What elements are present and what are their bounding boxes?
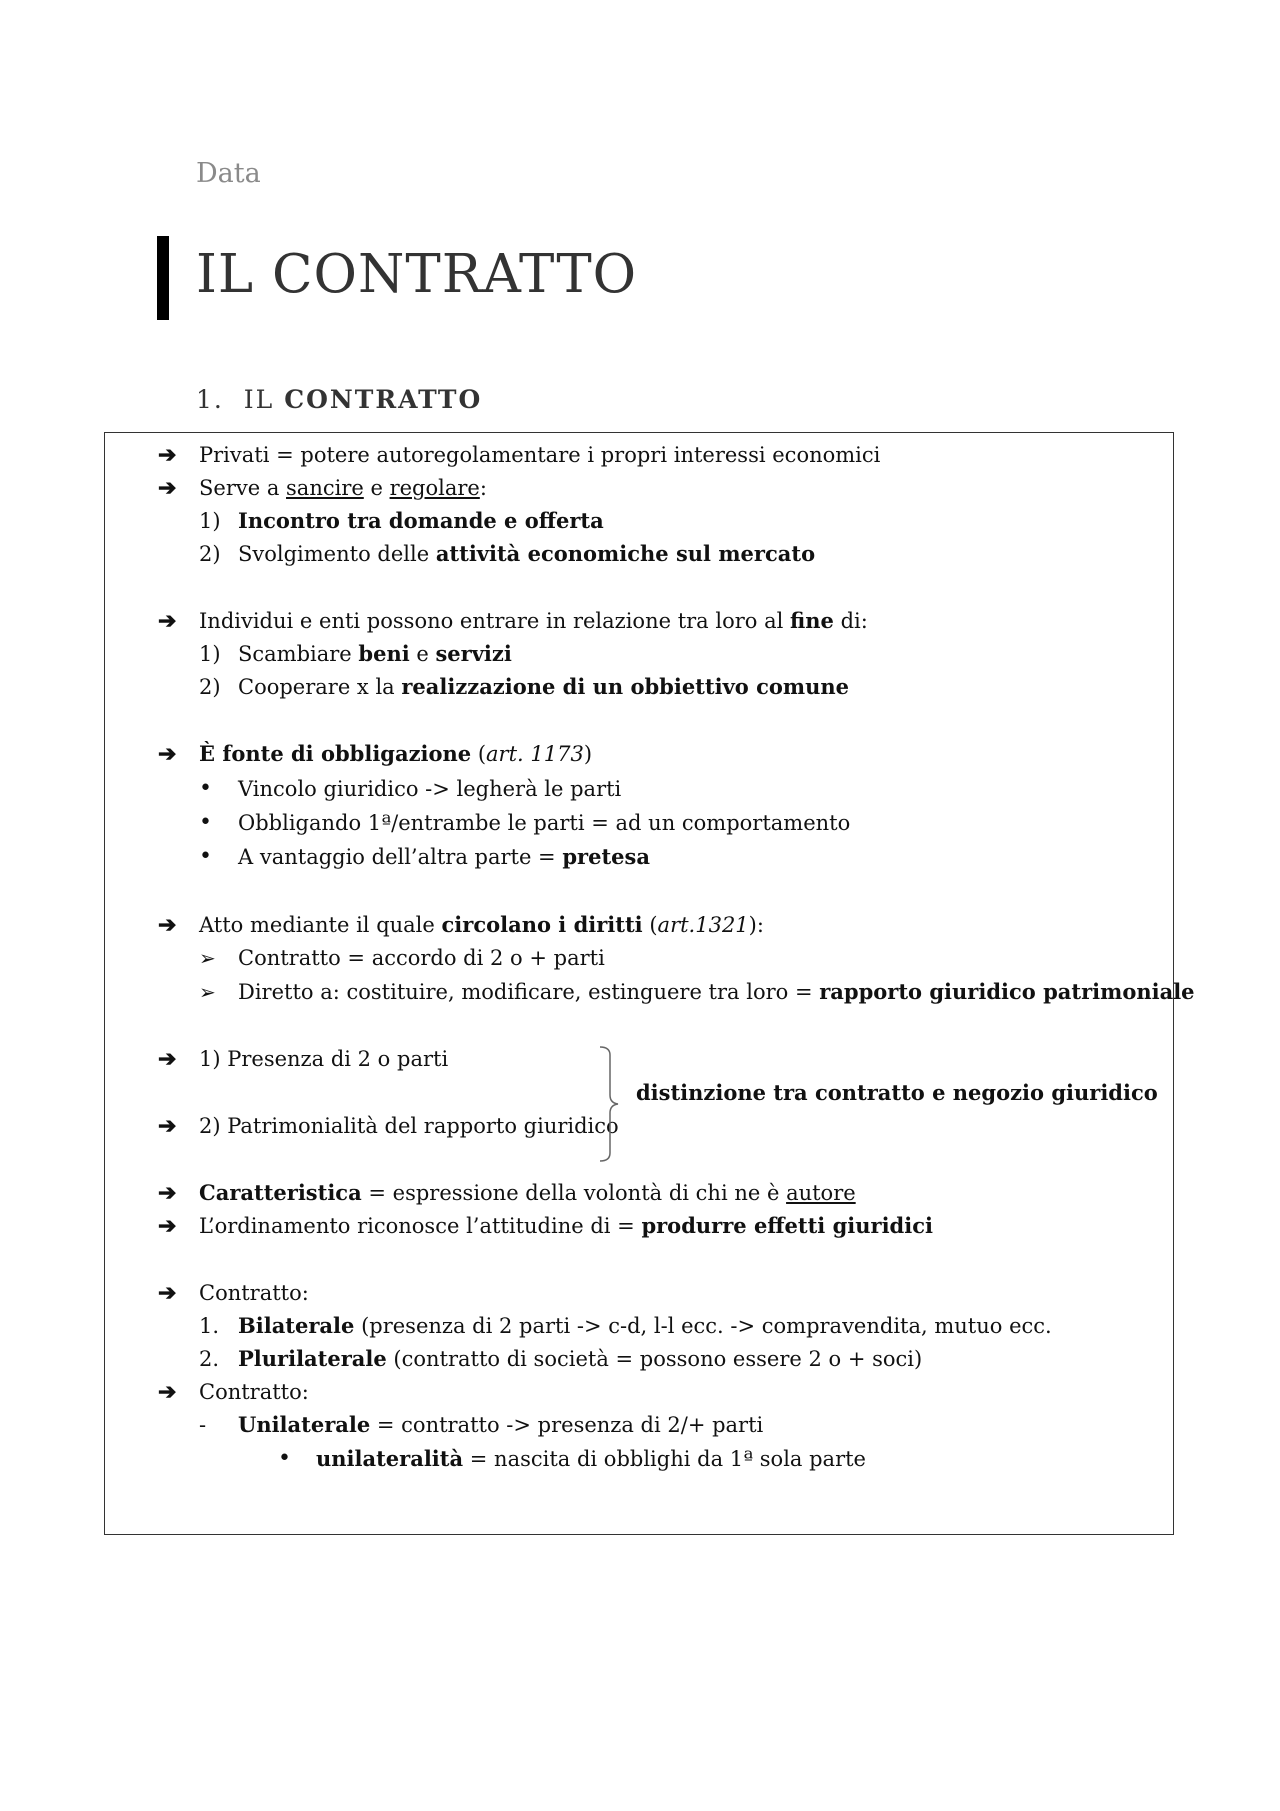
list-item: 2) Patrimonialità del rapporto giuridico <box>199 1114 619 1138</box>
bullet-icon: • <box>278 1446 291 1471</box>
date-label: Data <box>196 158 261 189</box>
dash-icon: - <box>199 1413 207 1437</box>
list-item: Scambiare beni e servizi <box>238 641 512 666</box>
list-item: Svolgimento delle attività economiche sul mercato <box>238 541 816 566</box>
page-title: IL CONTRATTO <box>196 244 638 305</box>
list-item: Contratto: <box>199 1380 309 1404</box>
list-item: Individui e enti possono entrare in relazione tra loro al fine di: <box>199 608 868 633</box>
section-bold-title: CONTRATTO <box>284 385 483 414</box>
list-number: 1. <box>199 1314 220 1338</box>
list-item: Contratto: <box>199 1281 309 1305</box>
list-item: Incontro tra domande e offerta <box>238 508 604 533</box>
list-item: Obbligando 1ª/entrambe le parti = ad un comportamento <box>238 811 851 835</box>
chevron-icon: ➢ <box>199 980 216 1004</box>
underlined-text: sancire <box>286 476 364 500</box>
list-item: Diretto a: costituire, modificare, estinguere tra loro = rapporto giuridico patrimoniale <box>238 979 1195 1004</box>
list-item: Cooperare x la realizzazione di un obbiettivo comune <box>238 674 849 699</box>
arrow-icon: ➔ <box>158 475 177 501</box>
list-item: A vantaggio dell’altra parte = pretesa <box>238 844 650 869</box>
section-number: 1. <box>196 385 224 414</box>
arrow-icon: ➔ <box>158 741 177 767</box>
list-number: 2) <box>199 542 221 566</box>
list-item: Caratteristica = espressione della volontà di chi ne è autore <box>199 1180 856 1205</box>
arrow-icon: ➔ <box>158 608 177 634</box>
arrow-icon: ➔ <box>158 1280 177 1306</box>
list-item: Unilaterale = contratto -> presenza di 2/+ parti <box>238 1412 764 1437</box>
chevron-icon: ➢ <box>199 946 216 970</box>
list-item: Plurilaterale (contratto di società = possono essere 2 o + soci) <box>238 1346 923 1371</box>
arrow-icon: ➔ <box>158 1046 177 1072</box>
arrow-icon: ➔ <box>158 1213 177 1239</box>
section-prefix: IL <box>243 385 275 414</box>
underlined-text: autore <box>786 1181 856 1205</box>
list-item: Serve a sancire e regolare: <box>199 476 487 500</box>
right-brace-icon <box>598 1045 628 1163</box>
bullet-icon: • <box>199 810 212 835</box>
list-item: Vincolo giuridico -> legherà le parti <box>238 777 622 801</box>
list-item: Bilaterale (presenza di 2 parti -> c-d, l-l ecc. -> compravendita, mutuo ecc. <box>238 1313 1052 1338</box>
list-item: unilateralità = nascita di obblighi da 1ª sola parte <box>316 1446 866 1471</box>
arrow-icon: ➔ <box>158 1379 177 1405</box>
section-heading <box>196 385 482 414</box>
list-item: Atto mediante il quale circolano i diritti (art.1321): <box>199 912 764 937</box>
list-item: 1) Presenza di 2 o parti <box>199 1047 449 1071</box>
arrow-icon: ➔ <box>158 1180 177 1206</box>
title-accent-bar <box>157 236 169 320</box>
arrow-icon: ➔ <box>158 912 177 938</box>
arrow-icon: ➔ <box>158 442 177 468</box>
list-item: Privati = potere autoregolamentare i propri interessi economici <box>199 443 881 467</box>
list-item: Contratto = accordo di 2 o + parti <box>238 946 605 970</box>
underlined-text: regolare <box>389 476 480 500</box>
list-number: 1) <box>199 642 221 666</box>
arrow-icon: ➔ <box>158 1113 177 1139</box>
bullet-icon: • <box>199 776 212 801</box>
list-item: È fonte di obbligazione (art. 1173) <box>199 741 593 766</box>
list-number: 1) <box>199 509 221 533</box>
brace-label: distinzione tra contratto e negozio giuridico <box>636 1080 1158 1105</box>
list-number: 2. <box>199 1347 220 1371</box>
bullet-icon: • <box>199 844 212 869</box>
list-item: L’ordinamento riconosce l’attitudine di = produrre effetti giuridici <box>199 1213 933 1238</box>
list-number: 2) <box>199 675 221 699</box>
